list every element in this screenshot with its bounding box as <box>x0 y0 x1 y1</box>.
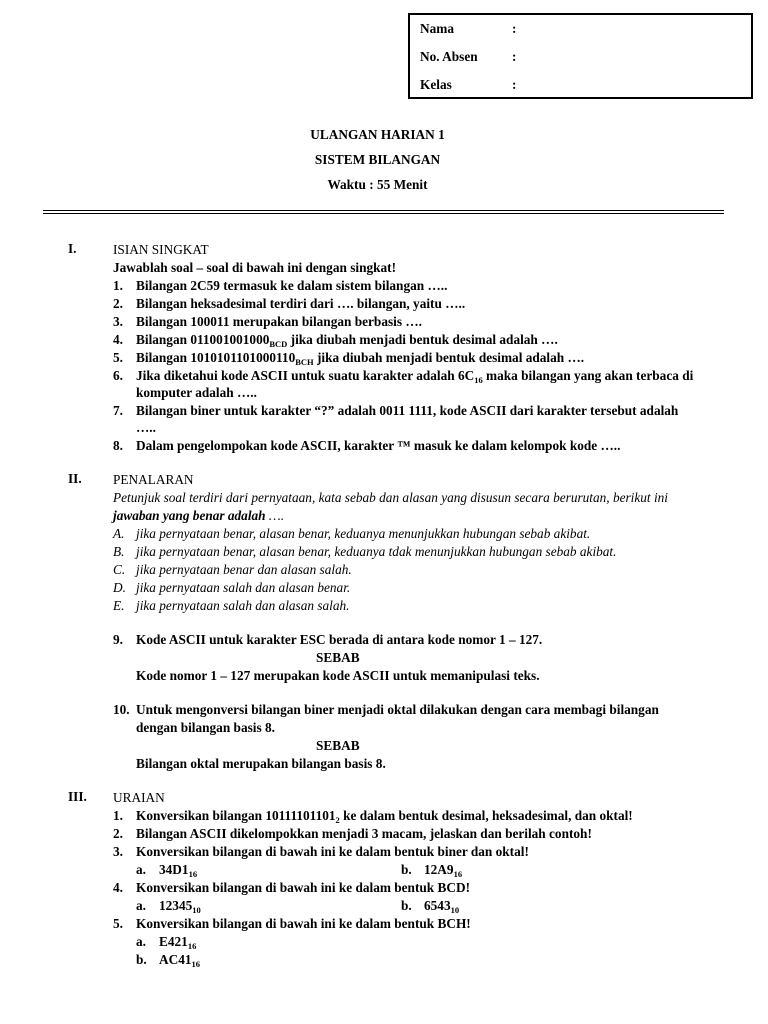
sub-item-value: $12345_{10}$ <box>159 898 201 915</box>
question-number: 6. <box>113 368 123 383</box>
exam-title: ULANGAN HARIAN 1 <box>310 127 445 142</box>
sub-item-key: a. <box>136 934 146 949</box>
answer-option-key: D. <box>113 580 126 595</box>
question-number: 2. <box>113 296 123 311</box>
section-heading: PENALARAN <box>113 472 194 487</box>
section-numeral: III. <box>68 789 87 804</box>
reason-text: Bilangan oktal merupakan bilangan basis 8. <box>136 756 386 771</box>
question-number: 2. <box>113 826 123 841</box>
question-text: Konversikan bilangan di bawah ini ke dalam bentuk BCD! <box>136 880 470 895</box>
answer-option-text: jika pernyataan benar dan alasan salah. <box>136 562 352 577</box>
answer-option-text: jika pernyataan salah dan alasan salah. <box>136 598 350 613</box>
question-number: 10. <box>113 702 130 717</box>
question-number: 5. <box>113 916 123 931</box>
section-instruction: Jawablah soal – soal di bawah ini dengan singkat! <box>113 260 397 275</box>
sub-item-value: $E421_{16}$ <box>159 934 197 951</box>
section-instruction: Petunjuk soal terdiri dari pernyataan, kata sebab dan alasan yang disusun secara berurutan, berikut ini <box>113 490 668 505</box>
exam-duration: Waktu : 55 Menit <box>327 177 428 192</box>
answer-option-text: jika pernyataan salah dan alasan benar. <box>136 580 351 595</box>
question-number: 1. <box>113 808 123 823</box>
question-number: 3. <box>113 314 123 329</box>
header-divider <box>43 210 724 211</box>
question-text: Jika diketahui kode ASCII untuk suatu karakter adalah $6C_{16}$ maka bilangan yang akan terbaca di <box>136 368 694 385</box>
because-label: SEBAB <box>316 650 360 665</box>
section-numeral: I. <box>68 241 77 256</box>
question-text: Bilangan $101010110100011​0_{BCH}$ jika diubah menjadi bentuk desimal adalah …. <box>136 350 585 367</box>
question-text: Dalam pengelompokan kode ASCII, karakter ™ masuk ke dalam kelompok kode ….. <box>136 438 621 453</box>
header-divider <box>43 213 724 214</box>
question-text: Bilangan heksadesimal terdiri dari …. bilangan, yaitu ….. <box>136 296 466 311</box>
question-number: 4. <box>113 880 123 895</box>
section-heading: URAIAN <box>113 790 165 805</box>
sub-item-value: $12A9_{16}$ <box>424 862 463 879</box>
question-text-continued: komputer adalah ….. <box>136 385 257 400</box>
sub-item-key: b. <box>136 952 147 967</box>
sub-item-key: a. <box>136 898 146 913</box>
section-heading: ISIAN SINGKAT <box>113 242 209 257</box>
answer-option-key: C. <box>113 562 126 577</box>
question-number: 3. <box>113 844 123 859</box>
question-number: 5. <box>113 350 123 365</box>
question-number: 8. <box>113 438 123 453</box>
name-field: Nama : <box>420 21 517 36</box>
reason-text: Kode nomor 1 – 127 merupakan kode ASCII untuk memanipulasi teks. <box>136 668 540 683</box>
question-text: Konversikan bilangan di bawah ini ke dalam bentuk BCH! <box>136 916 471 931</box>
sub-item-key: b. <box>401 898 412 913</box>
question-text: Bilangan $011001001000_{BCD}$ jika diubah menjadi bentuk desimal adalah …. <box>136 332 558 349</box>
question-number: 9. <box>113 632 123 647</box>
sub-item-key: b. <box>401 862 412 877</box>
sub-item-value: $AC41_{16}$ <box>159 952 201 969</box>
sub-item-key: a. <box>136 862 146 877</box>
answer-option-text: jika pernyataan benar, alasan benar, keduanya tdak menunjukkan hubungan sebab akibat. <box>136 544 617 559</box>
question-text: Bilangan biner untuk karakter “?” adalah 0011 1111, kode ASCII dari karakter tersebut adalah <box>136 403 679 418</box>
section-instruction-continued: jawaban yang benar adalah …. <box>113 508 285 523</box>
question-number: 1. <box>113 278 123 293</box>
answer-option-key: B. <box>113 544 125 559</box>
question-text: Bilangan 100011 merupakan bilangan berbasis …. <box>136 314 422 329</box>
section-numeral: II. <box>68 471 82 486</box>
exam-subject: SISTEM BILANGAN <box>314 152 441 167</box>
sub-item-value: $6543_{10}$ <box>424 898 460 915</box>
question-text: Bilangan ASCII dikelompokkan menjadi 3 macam, jelaskan dan berilah contoh! <box>136 826 592 841</box>
because-label: SEBAB <box>316 738 360 753</box>
question-text: Bilangan 2C59 termasuk ke dalam sistem bilangan ….. <box>136 278 448 293</box>
question-text: Konversikan bilangan $10111101101_2$ ke dalam bentuk desimal, heksadesimal, dan oktal! <box>136 808 633 825</box>
class-field: Kelas : <box>420 77 517 92</box>
answer-option-key: E. <box>113 598 125 613</box>
statement-text-continued: dengan bilangan basis 8. <box>136 720 275 735</box>
question-text-continued: ….. <box>136 420 156 435</box>
absence-number-field: No. Absen : <box>420 49 517 64</box>
question-number: 7. <box>113 403 123 418</box>
question-number: 4. <box>113 332 123 347</box>
answer-option-text: jika pernyataan benar, alasan benar, keduanya menunjukkan hubungan sebab akibat. <box>136 526 591 541</box>
question-text: Konversikan bilangan di bawah ini ke dalam bentuk biner dan oktal! <box>136 844 529 859</box>
sub-item-value: $34D1_{16}$ <box>159 862 198 879</box>
statement-text: Kode ASCII untuk karakter ESC berada di antara kode nomor 1 – 127. <box>136 632 543 647</box>
answer-option-key: A. <box>113 526 125 541</box>
statement-text: Untuk mengonversi bilangan biner menjadi oktal dilakukan dengan cara membagi bilangan <box>136 702 659 717</box>
student-id-box <box>408 13 753 99</box>
